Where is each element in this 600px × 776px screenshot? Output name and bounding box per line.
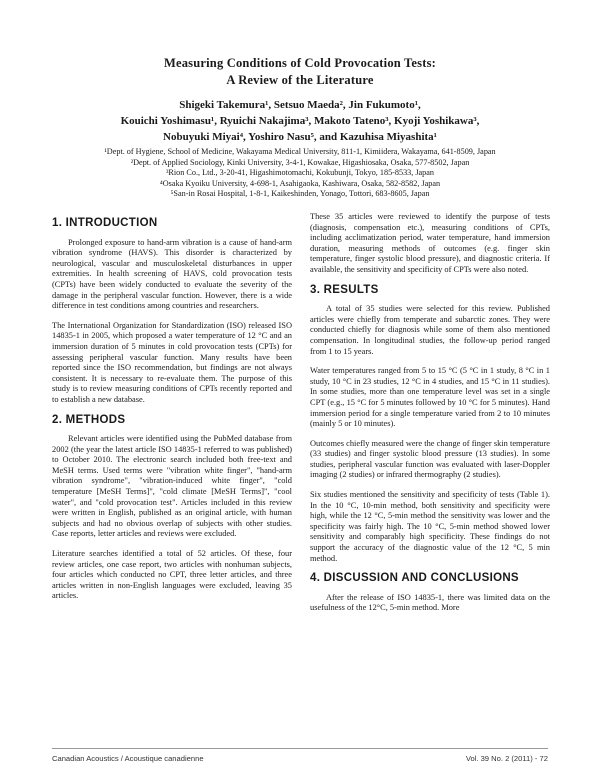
right-column xyxy=(310,212,550,623)
footer-rule xyxy=(52,748,548,749)
results-paragraph-2: Water temperatures ranged from 5 to 15 °C (5 °C in 1 study, 8 °C in 1 study, 10 °C in 23 studies, 12 °C in 4 studies, and 15 °C in 11 studies). In some studies, more than one temperature level was set in a single CPT (e.g., 15 °C for 5 minutes followed by 10 °C for 5 minutes). Hand immersion period for a single temperature varied from 2 to 10 minutes (mainly 5 or 10 minutes). xyxy=(310,366,550,429)
affiliation-2: ²Dept. of Applied Sociology, Kinki University, 3-4-1, Kowakae, Higashiosaka, Osaka, 577-8502, Japan xyxy=(130,157,470,167)
introduction-paragraph-2: The International Organization for Standardization (ISO) released ISO 14835-1 in 2005, which proposed a water temperature of 12 °C and an immersion duration of 5 minutes in cold provocation tests (CPTs) for assessing peripheral vascular function. Many results have been reported since the ISO recommendation, but findings are not always consistent. It is necessary to re-evaluate them. The purpose of this study is to review measuring conditions of CPTs recently reported and to establish a new database. xyxy=(52,320,292,404)
methods-paragraph-2: Literature searches identified a total of 52 articles. Of these, four review articles, one case report, two articles with nonhuman subjects, four articles which conducted no CPT, three letter articles, and three articles written in non-English languages were excluded, leaving 35 articles. xyxy=(52,549,292,601)
methods-paragraph-3: These 35 articles were reviewed to identify the purpose of tests (diagnosis, compensation etc.), measuring conditions of CPTs, including acclimatization period, water temperature, hand immersion duration, measuring methods of outcomes (e.g. finger skin temperature, finger systolic blood pressure), and diagnostic criteria. If available, the sensitivity and specificity of CPTs were also noted. xyxy=(310,212,550,274)
paper-title-line-2: A Review of the Literature xyxy=(226,73,374,87)
left-column xyxy=(52,212,292,611)
authors-line-2: Kouichi Yoshimasu¹, Ryuichi Nakajima³, Makoto Tateno³, Kyoji Yoshikawa³, xyxy=(120,115,480,127)
authors-line-1: Shigeki Takemura¹, Setsuo Maeda², Jin Fukumoto¹, xyxy=(179,99,421,111)
results-paragraph-1: A total of 35 studies were selected for this review. Published articles were chiefly from temperate and subarctic zones. They were conducted chiefly for diagnosis while some of them also mentioned compensation. In longitudinal studies, the follow-up period ranged from 1 to 15 years. xyxy=(310,304,550,356)
methods-paragraph-1: Relevant articles were identified using the PubMed database from 2002 (the year the latest article ISO 14835-1 referred to was published) to October 2010. The electronic search included both free-text and MeSH terms. Used terms were "vibration white finger", "hand-arm vibration syndrome", "vibration-induced white finger", "cold temperature [MeSH Terms]", "cold climate [MeSH Terms]", "cool water", and "cold provocation test". Articles included in this review were written in English, published as an original article, with human subjects and had no obvious overlap of subjects with other studies. Case reports, letter articles and reviews were excluded. xyxy=(52,434,292,539)
paper-title-line-1: Measuring Conditions of Cold Provocation Tests: xyxy=(163,56,437,70)
results-paragraph-3: Outcomes chiefly measured were the change of finger skin temperature (33 studies) and finger systolic blood pressure (13 studies). In some studies, peripheral vascular function was evaluated with laser-Doppler imaging (2 studies) or infrared thermography (2 studies). xyxy=(310,438,550,480)
results-heading: 3. RESULTS xyxy=(310,283,379,296)
introduction-paragraph-1: Prolonged exposure to hand-arm vibration is a cause of hand-arm vibration syndrome (HAVS). This disorder is characterized by neurological, vascular and musculoskeletal disturbances in upper extremities. In health screening of HAVS, cold provocation tests (CPTs) have been widely conducted to evaluate the severity of the damage in the peripheral vascular function. However, there is a wide difference in test conditions among countries and researchers. xyxy=(52,237,292,311)
affiliation-1: ¹Dept. of Hygiene, School of Medicine, Wakayama Medical University, 811-1, Kimiidera, Wakayama, 641-8509, Japan xyxy=(104,147,496,156)
discussion-paragraph-1: After the release of ISO 14835-1, there was limited data on the usefulness of the 12°C, 5-min method. More xyxy=(310,592,550,613)
footer-page-number: Vol. 39 No. 2 (2011) - 72 xyxy=(465,754,548,763)
results-paragraph-4: Six studies mentioned the sensitivity and specificity of tests (Table 1). In the 10 °C, 10-min method, both sensitivity and specificity were high, while the 12 °C, 5-min method the sensitivity was lower and the specificity was fairly high. The 10 °C, 5-min method showed lower sensitivity and comparably high specificity. These findings do not support the accuracy of the diagnostic value of the 12 °C, 5 min method. xyxy=(310,490,550,563)
affiliation-5: ⁵San-in Rosai Hospital, 1-8-1, Kaikeshinden, Yonago, Tottori, 683-8605, Japan xyxy=(170,189,430,199)
affiliation-4: ⁴Osaka Kyoiku University, 4-698-1, Asahigaoka, Kashiwara, Osaka, 582-8582, Japan xyxy=(159,178,441,188)
discussion-heading: 4. DISCUSSION AND CONCLUSIONS xyxy=(310,572,519,585)
introduction-heading: 1. INTRODUCTION xyxy=(52,217,158,229)
authors-line-3: Nobuyuki Miyai⁴, Yoshiro Nasu⁵, and Kazuhisa Miyashita¹ xyxy=(163,131,437,143)
footer-journal-name: Canadian Acoustics / Acoustique canadienne xyxy=(52,754,204,763)
methods-heading: 2. METHODS xyxy=(52,413,126,426)
affiliation-3: ³Rion Co., Ltd., 3-20-41, Higashimotomachi, Kokubunji, Tokyo, 185-8533, Japan xyxy=(165,168,435,178)
affiliations xyxy=(60,147,540,200)
